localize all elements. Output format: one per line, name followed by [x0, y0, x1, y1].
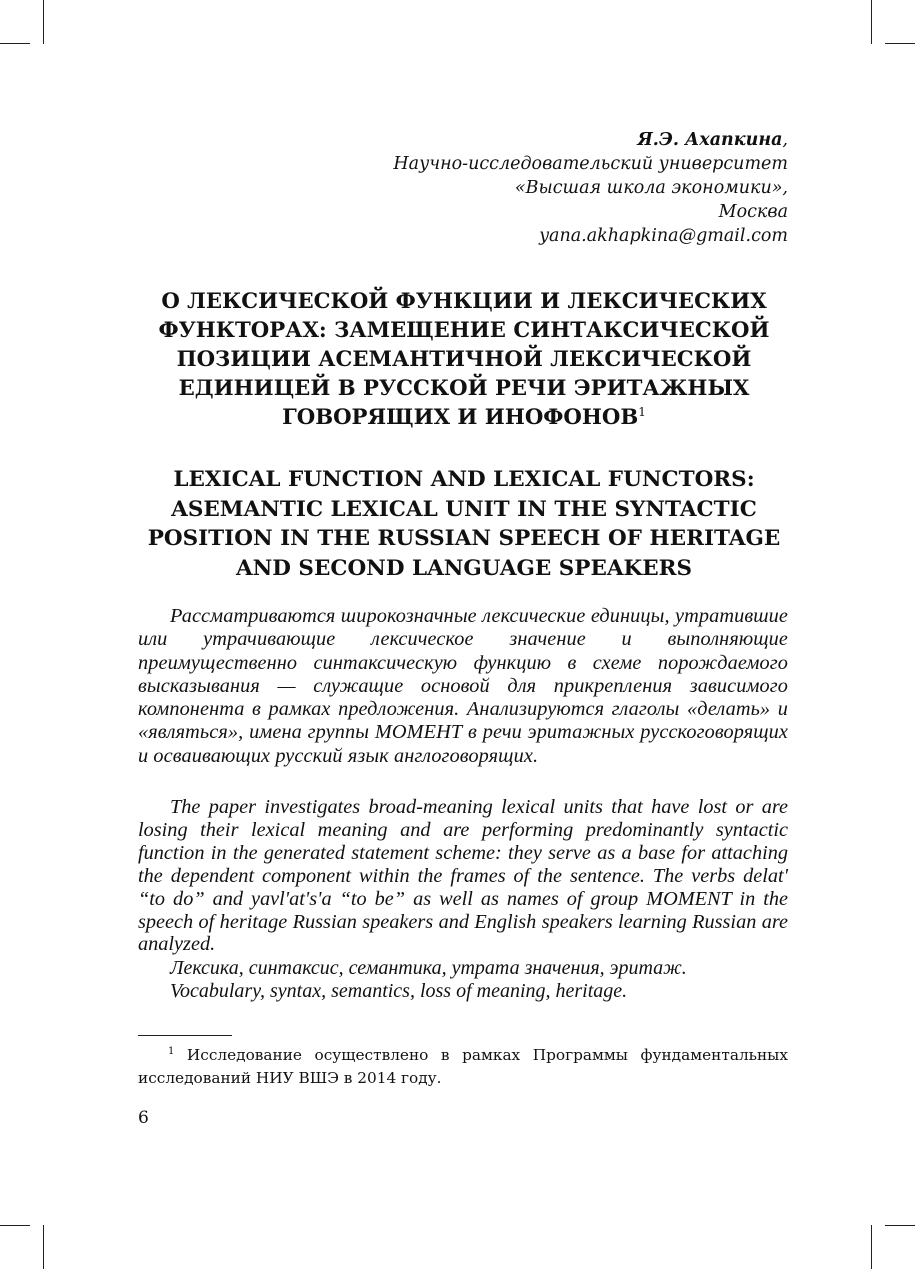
page-number: 6 — [138, 1108, 149, 1128]
affiliation-line: «Высшая школа экономики», — [514, 178, 788, 198]
title-line: ЕДИНИЦЕЙ В РУССКОЙ РЕЧИ ЭРИТАЖНЫХ — [178, 375, 750, 400]
crop-mark-bottom-right-vertical — [871, 1225, 872, 1269]
crop-mark-top-left-vertical — [43, 0, 44, 44]
crop-mark-top-left-horizontal — [0, 43, 30, 44]
affiliation-city: Москва — [718, 202, 788, 222]
title-line: ПОЗИЦИИ АСЕМАНТИЧНОЙ ЛЕКСИЧЕСКОЙ — [176, 346, 752, 371]
footnote-mark: 1 — [168, 1045, 175, 1057]
footnote-text: Исследование осуществлено в рамках Программы фундаментальных исследований НИУ ВШЭ в 2014 году. — [138, 1046, 788, 1087]
title-line: О ЛЕКСИЧЕСКОЙ ФУНКЦИИ И ЛЕКСИЧЕСКИХ — [161, 288, 767, 313]
author-block — [268, 128, 788, 248]
keywords-english: Vocabulary, syntax, semantics, loss of meaning, heritage. — [170, 980, 628, 1002]
title-line: ASEMANTIC LEXICAL UNIT IN THE SYNTACTIC — [171, 496, 757, 522]
keywords-russian: Лексика, синтаксис, семантика, утрата значения, эритаж. — [170, 957, 687, 979]
crop-mark-bottom-right-horizontal — [885, 1225, 915, 1226]
crop-mark-top-right-vertical — [871, 0, 872, 44]
author-name: Я.Э. Ахапкина — [637, 130, 783, 150]
crop-mark-bottom-left-vertical — [43, 1225, 44, 1269]
title-english — [140, 465, 788, 583]
title-line: POSITION IN THE RUSSIAN SPEECH OF HERITAGE — [147, 526, 781, 551]
crop-mark-bottom-left-horizontal — [0, 1225, 30, 1226]
author-email: yana.akhapkina@gmail.com — [539, 226, 788, 246]
abstract-russian: Рассматриваются широкозначные лексические единицы, утратившие или утрачивающие лексическое значение и выполняющие преимущественно синтаксическую функцию в схеме порождаемого высказывания — служащие основой для прикрепления зависимого компонента в рамках предложения. Анализируются глаголы «делать» и «являться», имена группы МОМЕНТ в речи эритажных русскоговорящих и осваивающих русский язык англоговорящих. — [138, 605, 788, 767]
author-line — [268, 128, 788, 152]
title-line: ГОВОРЯЩИХ И ИНОФОНОВ — [282, 404, 639, 429]
title-line-last — [140, 402, 788, 431]
title-line: AND SECOND LANGUAGE SPEAKERS — [235, 555, 693, 581]
crop-mark-top-right-horizontal — [885, 43, 915, 44]
abstract-english: The paper investigates broad-meaning lexical units that have lost or are losing their lexical meaning and are performing predominantly syntactic function in the generated statement scheme: they serve as a base for attaching the dependent component within the frames of the sentence. The verbs delat' “to do” and yavl'at's'a “to be” as well as names of group MOMENT in the speech of heritage Russian speakers and English speakers learning Russian are analyzed. — [138, 796, 788, 956]
footnote-separator — [138, 1035, 232, 1036]
author-comma: , — [782, 130, 788, 150]
title-line: LEXICAL FUNCTION AND LEXICAL FUNCTORS: — [173, 467, 755, 492]
title-line: ФУНКТОРАХ: ЗАМЕЩЕНИЕ СИНТАКСИЧЕСКОЙ — [158, 317, 770, 342]
footnote — [138, 1044, 788, 1090]
title-russian — [140, 286, 788, 431]
affiliation-line: Научно-исследовательский университет — [393, 154, 788, 174]
title-footnote-mark: 1 — [638, 404, 646, 419]
